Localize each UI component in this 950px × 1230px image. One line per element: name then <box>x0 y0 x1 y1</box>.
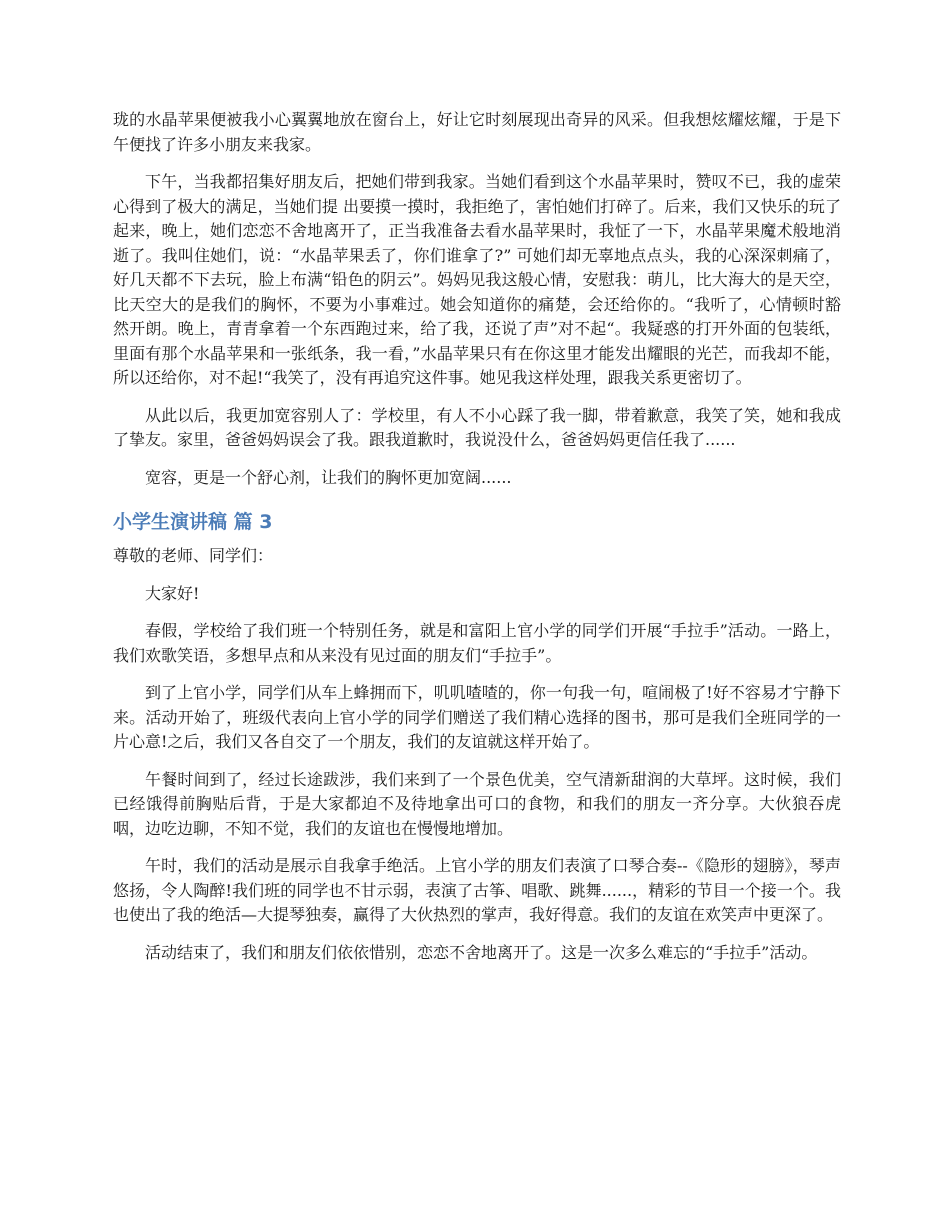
document-page <box>113 108 841 978</box>
body-paragraph: 午时，我们的活动是展示自我拿手绝活。上官小学的朋友们表演了口琴合奏--《隐形的翅膀》，琴声悠扬，令人陶醉!我们班的同学也不甘示弱，表演了古筝、唱歌、跳舞......，精彩的节目一个接一个。我也使出了我的绝活—大提琴独奏，赢得了大伙热烈的掌声，我好得意。我们的友谊在欢笑声中更深了。 <box>113 856 841 924</box>
body-paragraph: 从此以后，我更加宽容别人了：学校里，有人不小心踩了我一脚，带着歉意，我笑了笑，她和我成了挚友。家里，爸爸妈妈误会了我。跟我道歉时，我说没什么，爸爸妈妈更信任我了...... <box>113 405 841 449</box>
body-paragraph: 到了上官小学，同学们从车上蜂拥而下，叽叽喳喳的，你一句我一句，喧闹极了!好不容易才宁静下来。活动开始了，班级代表向上官小学的同学们赠送了我们精心选择的图书，那可是我们全班同学的一片心意!之后，我们又各自交了一个朋友，我们的友谊就这样开始了。 <box>113 683 841 751</box>
body-paragraph: 活动结束了，我们和朋友们依依惜别，恋恋不舍地离开了。这是一次多么难忘的“手拉手”活动。 <box>145 942 818 962</box>
greeting-paragraph: 大家好! <box>145 583 200 603</box>
body-paragraph-continuation: 珑的水晶苹果便被我小心翼翼地放在窗台上，好让它时刻展现出奇异的风采。但我想炫耀炫耀，于是下午便找了许多小朋友来我家。 <box>113 110 841 154</box>
body-paragraph: 下午，当我都招集好朋友后，把她们带到我家。当她们看到这个水晶苹果时，赞叹不已，我的虚荣心得到了极大的满足，当她们提 出要摸一摸时，我拒绝了，害怕她们打碎了。后来，我们又快乐的玩了起来，晚上，她们恋恋不舍地离开了，正当我准备去看水晶苹果时，我怔了一下，水晶苹果魔术般地消逝了。我叫住她们，说：“水晶苹果丢了，你们谁拿了?” 可她们却无辜地点点头，我的心深深刺痛了，好几天都不下去玩，脸上布满“铅色的阴云”。妈妈见我这般心情，安慰我：萌儿，比大海大的是天空，比天空大的是我们的胸怀，不要为小事难过。她会知道你的痛楚，会还给你的。“我听了，心情顿时豁然开朗。晚上，青青拿着一个东西跑过来，给了我，还说了声”对不起“。我疑惑的打开外面的包装纸，里面有那个水晶苹果和一张纸条，我一看，”水晶苹果只有在你这里才能发出耀眼的光芒，而我却不能，所以还给你，对不起!“我笑了，没有再追究这件事。她见我这样处理，跟我关系更密切了。 <box>113 172 841 387</box>
body-paragraph: 午餐时间到了，经过长途跋涉，我们来到了一个景色优美，空气清新甜润的大草坪。这时候，我们已经饿得前胸贴后背，于是大家都迫不及待地拿出可口的食物，和我们的朋友一齐分享。大伙狼吞虎咽，边吃边聊，不知不觉，我们的友谊也在慢慢地增加。 <box>113 769 841 838</box>
section-heading: 小学生演讲稿 篇 3 <box>113 511 273 533</box>
body-paragraph: 春假，学校给了我们班一个特别任务，就是和富阳上官小学的同学们开展“手拉手”活动。一路上，我们欢歌笑语，多想早点和从来没有见过面的朋友们“手拉手”。 <box>113 621 841 665</box>
salutation: 尊敬的老师、同学们： <box>113 546 274 565</box>
body-paragraph: 宽容，更是一个舒心剂，让我们的胸怀更加宽阔...... <box>145 467 512 487</box>
